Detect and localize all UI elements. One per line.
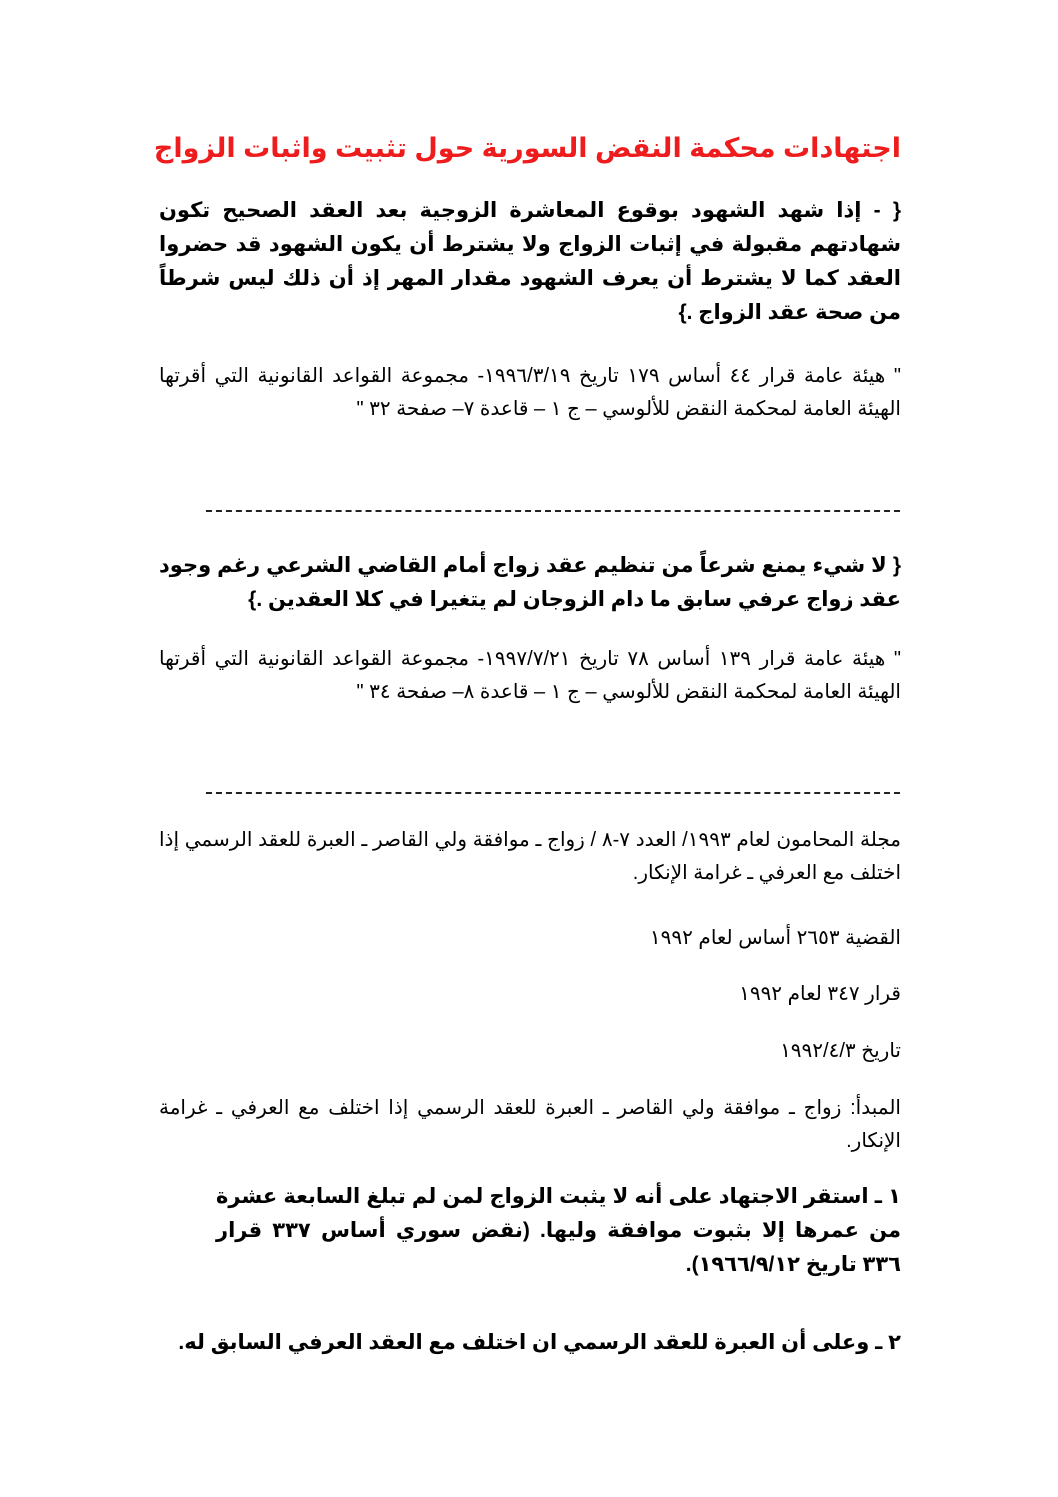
citation-2: " هيئة عامة قرار ١٣٩ أساس ٧٨ تاريخ ١٩٩٧/٧/٢١- مجموعة القواعد القانونية التي أقرتها الهيئة العامة لمحكمة النقض للألوسي – ج ١ – قاعدة ٨– صفحة ٣٤ ": [159, 648, 901, 703]
principle-1: { - إذا شهد الشهود بوقوع المعاشرة الزوجية بعد العقد الصحيح تكون شهادتهم مقبولة في إثبات الزواج ولا يشترط أن يكون الشهود قد حضروا العقد كما لا يشترط أن يعرف الشهود مقدار المهر إذ أن ذلك ليس شرطاً من صحة عقد الزواج .}: [159, 199, 901, 324]
document-title: اجتهادات محكمة النقض السورية حول تثبيت واثبات الزواج: [153, 133, 901, 163]
decision-date: تاريخ ١٩٩٢/٤/٣: [780, 1040, 901, 1062]
point-2: ٢ ـ وعلى أن العبرة للعقد الرسمي ان اختلف مع العقد العرفي السابق له.: [178, 1331, 901, 1354]
journal-entry: مجلة المحامون لعام ١٩٩٣/ العدد ٧-٨ / زواج ـ موافقة ولي القاصر ـ العبرة للعقد الرسمي إذا اختلف مع العرفي ـ غرامة الإنكار.: [159, 829, 902, 884]
decision-number: قرار ٣٤٧ لعام ١٩٩٢: [739, 983, 901, 1005]
case-number: القضية ٢٦٥٣ أساس لعام ١٩٩٢: [649, 927, 901, 949]
principle-2: { لا شيء يمنع شرعاً من تنظيم عقد زواج أمام القاضي الشرعي رغم وجود عقد زواج عرفي سابق ما دام الزوجان لم يتغيرا في كلا العقدين .}: [159, 554, 901, 611]
section-divider-2: [206, 792, 900, 794]
principle-summary: المبدأ: زواج ـ موافقة ولي القاصر ـ العبرة للعقد الرسمي إذا اختلف مع العرفي ـ غرامة الإنكار.: [159, 1097, 901, 1152]
point-1: ١ ـ استقر الاجتهاد على أنه لا يثبت الزواج لمن لم تبلغ السابعة عشرة من عمرها إلا بثبوت موافقة وليها. (نقض سوري أساس ٣٣٧ قرار ٣٣٦ تاريخ ١٩٦٦/٩/١٢).: [216, 1185, 902, 1276]
section-divider-1: [206, 510, 900, 512]
citation-1: " هيئة عامة قرار ٤٤ أساس ١٧٩ تاريخ ١٩٩٦/٣/١٩- مجموعة القواعد القانونية التي أقرتها الهيئة العامة لمحكمة النقض للألوسي – ج ١ – قاعدة ٧– صفحة ٣٢ ": [159, 365, 901, 420]
